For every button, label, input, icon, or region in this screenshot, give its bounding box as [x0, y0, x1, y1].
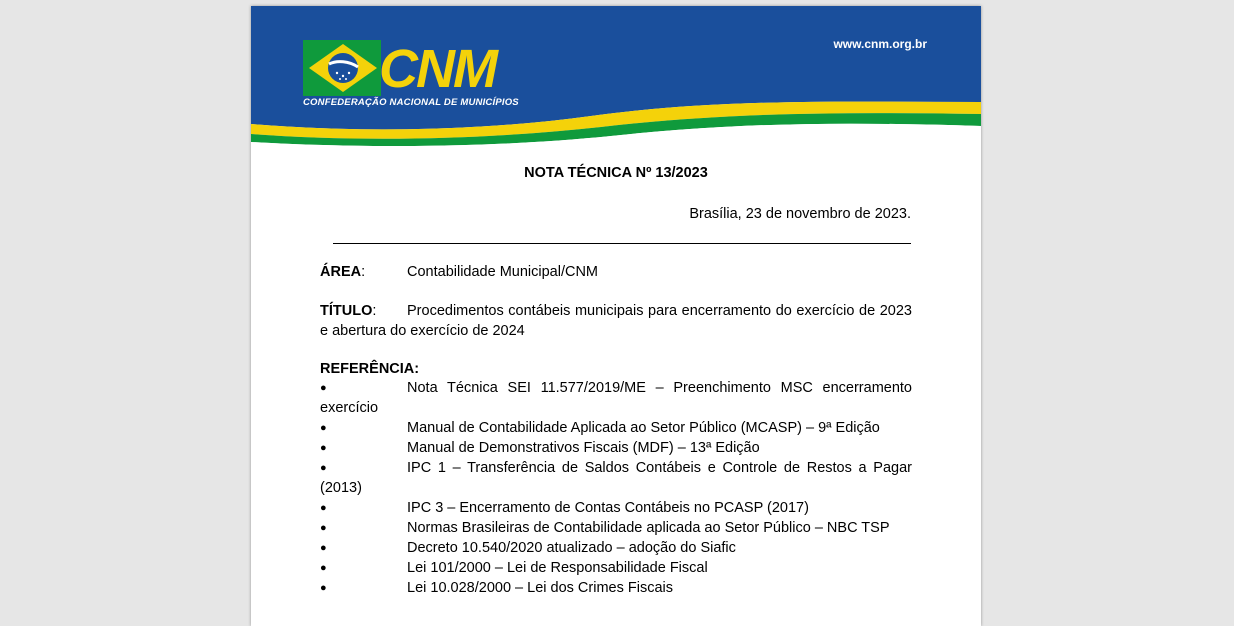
area-label-colon: :	[361, 264, 366, 280]
referencia-text: Nota Técnica SEI 11.577/2019/ME – Preenchimento MSC encerramento exercício	[320, 380, 912, 416]
document-page	[251, 6, 981, 626]
area-value: Contabilidade Municipal/CNM	[407, 264, 599, 280]
list-item	[320, 378, 912, 418]
titulo-label-text: TÍTULO	[320, 303, 373, 319]
titulo-label	[320, 301, 407, 321]
list-item	[320, 558, 912, 578]
referencia-text: Lei 101/2000 – Lei de Responsabilidade Fiscal	[407, 560, 708, 576]
bullet-icon: ●	[320, 522, 327, 534]
titulo-label-colon: :	[372, 303, 377, 319]
list-item	[320, 458, 912, 498]
logo-wordmark: CNM	[379, 39, 496, 99]
referencia-heading: REFERÊNCIA:	[320, 361, 420, 377]
referencia-text: Lei 10.028/2000 – Lei dos Crimes Fiscais	[407, 580, 673, 596]
list-item	[320, 418, 912, 438]
bullet-icon: ●	[320, 582, 327, 594]
list-item	[320, 498, 912, 518]
bullet-icon: ●	[320, 542, 327, 554]
referencia-list	[320, 378, 912, 598]
document-title: NOTA TÉCNICA Nº 13/2023	[524, 165, 708, 181]
bullet-icon: ●	[320, 422, 327, 434]
titulo-value: Procedimentos contábeis municipais para encerramento do exercício de 2023 e abertura do exercício de 2024	[320, 303, 912, 339]
brazil-flag-logo-icon	[303, 40, 381, 96]
titulo-field	[320, 301, 912, 341]
list-item	[320, 438, 912, 458]
bullet-icon: ●	[320, 442, 327, 454]
referencia-text: IPC 1 – Transferência de Saldos Contábeis e Controle de Restos a Pagar (2013)	[320, 460, 912, 496]
website-link[interactable]: www.cnm.org.br	[833, 37, 927, 51]
logo-subtitle: CONFEDERAÇÃO NACIONAL DE MUNICÍPIOS	[303, 97, 519, 108]
header-banner	[251, 6, 981, 146]
referencia-text: Manual de Contabilidade Aplicada ao Setor Público (MCASP) – 9ª Edição	[407, 420, 880, 436]
referencia-text: IPC 3 – Encerramento de Contas Contábeis no PCASP (2017)	[407, 500, 809, 516]
area-label	[320, 262, 365, 282]
bullet-icon: ●	[320, 502, 327, 514]
list-item	[320, 538, 912, 558]
referencia-text: Normas Brasileiras de Contabilidade aplicada ao Setor Público – NBC TSP	[407, 520, 890, 536]
referencia-text: Decreto 10.540/2020 atualizado – adoção do Siafic	[407, 540, 736, 556]
horizontal-divider	[333, 243, 911, 244]
area-label-text: ÁREA	[320, 264, 362, 280]
bullet-icon: ●	[320, 562, 327, 574]
bullet-icon: ●	[320, 382, 327, 394]
document-date: Brasília, 23 de novembro de 2023.	[689, 206, 911, 222]
referencia-text: Manual de Demonstrativos Fiscais (MDF) – 13ª Edição	[407, 440, 760, 456]
list-item	[320, 578, 912, 598]
list-item	[320, 518, 912, 538]
bullet-icon: ●	[320, 462, 327, 474]
